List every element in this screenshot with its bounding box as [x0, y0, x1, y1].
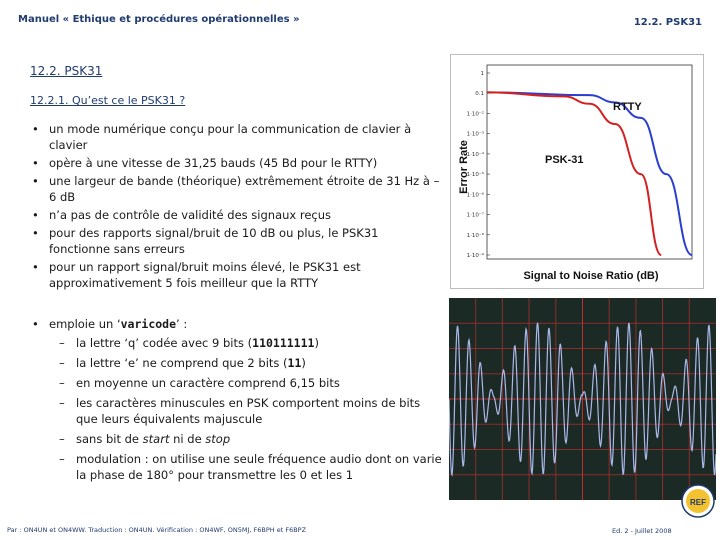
y-tick-label: 0.1	[475, 91, 484, 98]
y-tick-label: 1·10⁻⁵	[466, 172, 484, 179]
chart-svg	[451, 55, 703, 288]
bullet-item: • un mode numérique conçu pour la communication de clavier à clavier	[32, 122, 412, 152]
code-q: 110111111	[252, 336, 315, 350]
varicode-item-q: – la lettre ‘q’ codée avec 9 bits (110111111)	[59, 336, 319, 350]
bullet-item: • opère à une vitesse de 31,25 bauds (45 Bd pour le RTTY)	[32, 156, 378, 170]
y-tick-label: 1·10⁻⁹	[466, 253, 484, 259]
code-e: 11	[287, 356, 302, 370]
ref-logo	[681, 484, 715, 518]
y-tick-label: 1·10⁻⁶	[466, 192, 484, 199]
varicode-bullet: • emploie un ‘varicode’ :	[32, 317, 188, 331]
header-left: Manuel « Ethique et procédures opérationnelles »	[18, 14, 300, 25]
varicode-sublist	[59, 335, 442, 483]
header-right: 12.2. PSK31	[633, 17, 702, 28]
bullet-item: • pour des rapports signal/bruit de 10 dB ou plus, le PSK31 fonctionne sans erreurs	[32, 226, 379, 256]
legend-rtty: RTTY	[613, 101, 642, 113]
varicode-item-start: – sans bit de start ni de stop	[59, 432, 231, 446]
varicode-block	[32, 316, 449, 487]
section-title: 12.2. PSK31	[30, 64, 103, 78]
y-tick-label: 1·10⁻⁴	[466, 151, 484, 158]
y-axis-label: Error Rate	[458, 140, 470, 194]
oscilloscope-image	[449, 298, 716, 500]
y-tick-label: 1·10⁻²	[466, 111, 484, 118]
bullet-item: • n’a pas de contrôle de validité des signaux reçus	[32, 208, 332, 222]
subsection-title: 12.2.1. Qu’est ce le PSK31 ?	[30, 94, 186, 107]
varicode-item-lower: – les caractères minuscules en PSK comportent moins de bits que leurs équivalents majuscule	[59, 396, 421, 426]
varicode-item-avg: – en moyenne un caractère comprend 6,15 bits	[59, 376, 340, 390]
bullet-item: • pour un rapport signal/bruit moins élevé, le PSK31 est approximativement 5 fois meilleur que la RTTY	[32, 260, 361, 290]
y-tick-label: 1	[480, 71, 484, 77]
legend-psk31: PSK-31	[545, 154, 584, 166]
varicode-item-e: – la lettre ‘e’ ne comprend que 2 bits (11)	[59, 356, 306, 370]
svg-text:REF: REF	[690, 498, 706, 507]
varicode-item-modulation: – modulation : on utilise une seule fréquence audio dont on varie la phase de 180° pour transmettre les 0 et les 1	[59, 452, 442, 482]
scope-svg	[449, 298, 716, 500]
y-tick-label: 1·10⁻³	[466, 131, 484, 138]
x-axis-label: Signal to Noise Ratio (dB)	[523, 270, 659, 282]
y-tick-label: 1·10⁻⁸	[466, 232, 484, 239]
footer-right: Ed. 2 - Juillet 2008	[612, 527, 672, 535]
varicode-term: varicode	[120, 317, 177, 331]
error-rate-chart	[450, 54, 704, 289]
y-tick-label: 1·10⁻⁷	[466, 212, 484, 219]
bullet-list	[32, 121, 443, 291]
bullet-item: • une largeur de bande (théorique) extrêmement étroite de 31 Hz à – 6 dB	[32, 174, 440, 204]
footer-left: Par : ON4UN et ON4WW. Traduction : ON4UN. Vérification : ON4WF, ON5MJ, F6BPH et F6BPZ	[7, 526, 307, 534]
